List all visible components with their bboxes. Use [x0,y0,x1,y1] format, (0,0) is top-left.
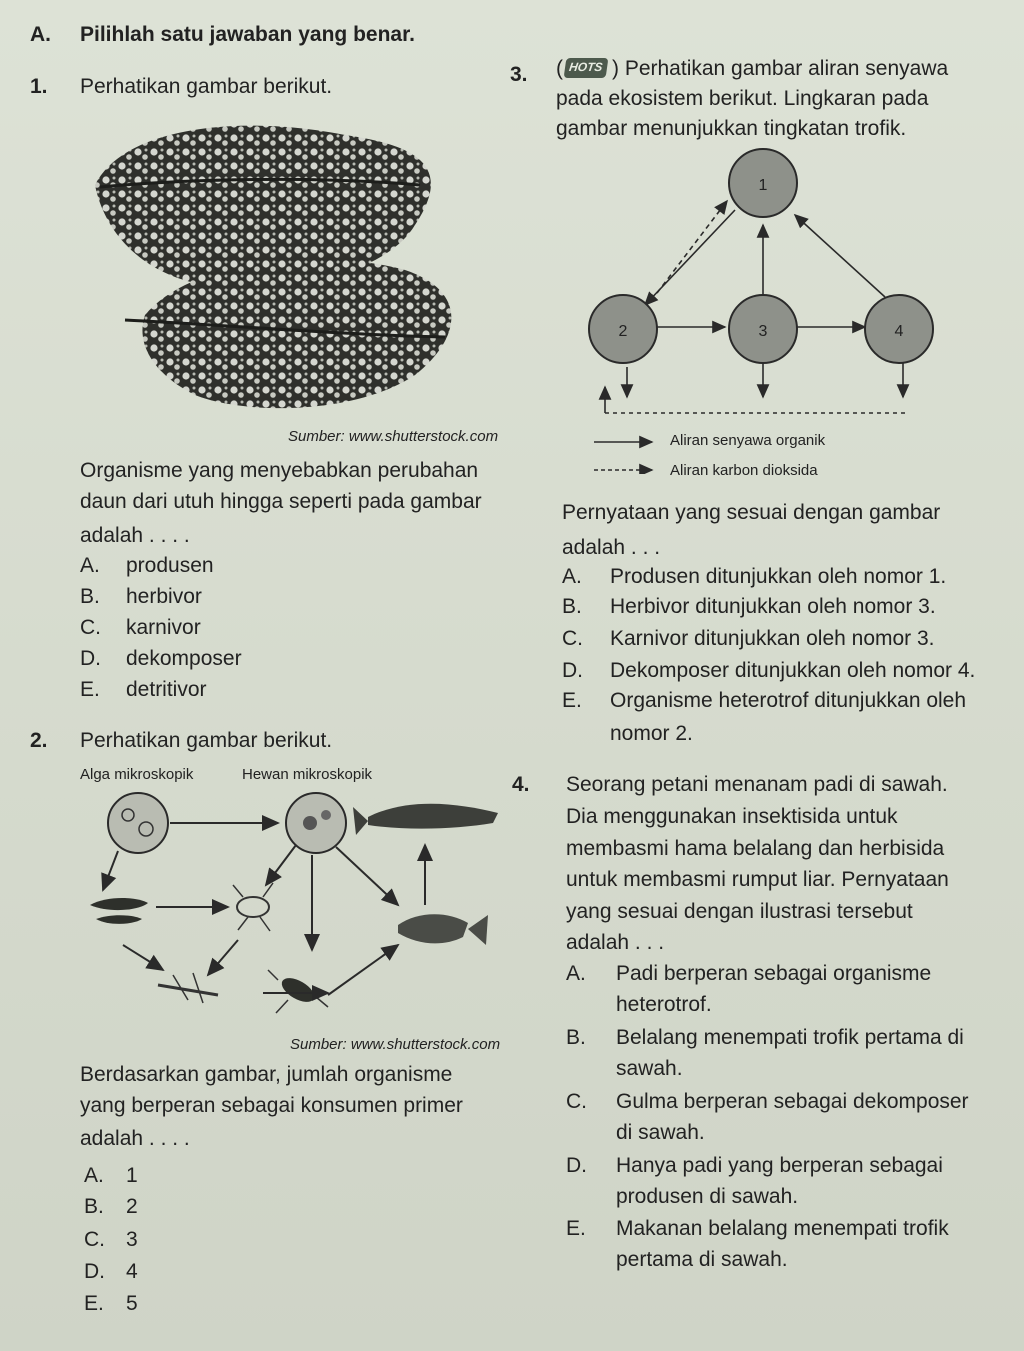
q4-option-b-letter: B. [566,1026,586,1049]
q3-question-line-1: Pernyataan yang sesuai dengan gambar [562,501,941,524]
q3-stem-line-1: ) Perhatikan gambar aliran senyawa [612,57,949,80]
q2-question-line-3: adalah . . . . [80,1127,190,1150]
q4-stem-line-6: adalah . . . [566,931,665,954]
hots-badge [564,58,609,78]
q4-number: 4. [512,773,530,796]
q1-option-e-letter: E. [80,678,100,701]
q2-option-b-letter: B. [84,1195,104,1218]
q3-option-a: Produsen ditunjukkan oleh nomor 1. [610,565,947,588]
water-plant [90,898,148,910]
q3-option-e-letter: E. [562,689,582,712]
q3-option-e-cont: nomor 2. [610,722,693,745]
q1-question-line-3: adalah . . . . [80,524,190,547]
water-flea [237,897,269,917]
q4-option-e-letter: E. [566,1217,586,1240]
q1-option-d: dekomposer [126,647,242,670]
q4-stem-line-5: yang sesuai dengan ilustrasi tersebut [566,900,913,923]
q3-option-e: Organisme heterotrof ditunjukkan oleh [610,689,967,712]
node-4-label: 4 [894,323,904,340]
label-algae: Alga mikroskopik [80,766,194,783]
node-3-label: 3 [758,323,768,340]
q2-stem: Perhatikan gambar berikut. [80,729,333,752]
q1-question-line-1: Organisme yang menyebabkan perubahan [80,459,479,482]
q2-question-line-1: Berdasarkan gambar, jumlah organisme [80,1063,453,1086]
q2-option-b: 2 [126,1195,138,1218]
algae-circle [108,793,168,853]
lower-leaf [125,259,451,408]
q2-option-c: 3 [126,1228,138,1251]
q4-option-b-cont: sawah. [616,1057,683,1080]
q3-option-d-letter: D. [562,659,583,682]
carp-fish [398,914,468,943]
q4-stem-line-4: untuk membasmi rumput liar. Pernyataan [566,868,949,891]
q3-option-c: Karnivor ditunjukkan oleh nomor 3. [610,627,935,650]
q2-source: Sumber: www.shutterstock.com [290,1036,501,1053]
q1-option-a-letter: A. [80,554,100,577]
q2-option-e-letter: E. [84,1292,104,1315]
q4-option-d-letter: D. [566,1154,587,1177]
q3-option-b: Herbivor ditunjukkan oleh nomor 3. [610,595,936,618]
q3-option-a-letter: A. [562,565,582,588]
q4-option-c-letter: C. [566,1090,587,1113]
q2-question-line-2: yang berperan sebagai konsumen primer [80,1094,463,1117]
trophic-flow-diagram [585,145,945,430]
q4-stem-line-2: Dia menggunakan insektisida untuk [566,805,898,828]
q3-stem-line-3: gambar menunjukkan tingkatan trofik. [556,117,907,140]
q1-source: Sumber: www.shutterstock.com [288,428,499,445]
q3-stem-line-2: pada ekosistem berikut. Lingkaran pada [556,87,929,110]
mosquito-larva [158,985,218,995]
food-web-diagram [78,785,518,1035]
pike-fish [368,804,498,829]
q2-option-a: 1 [126,1164,138,1187]
q4-stem-line-1: Seorang petani menanam padi di sawah. [566,773,948,796]
q2-option-e: 5 [126,1292,138,1315]
q1-number: 1. [30,75,48,98]
node-1-label: 1 [758,177,768,194]
q2-option-d: 4 [126,1260,138,1283]
q4-option-e: Makanan belalang menempati trofik [616,1217,949,1240]
q1-question-line-2: daun dari utuh hingga seperti pada gambar [80,490,482,513]
legend-co2: Aliran karbon dioksida [670,462,818,479]
q3-question-line-2: adalah . . . [562,536,661,559]
damaged-leaves-photo [85,105,485,425]
q1-stem: Perhatikan gambar berikut. [80,75,333,98]
instruction: Pilihlah satu jawaban yang benar. [80,23,415,46]
q1-option-b: herbivor [126,585,202,608]
section-letter: A. [30,23,51,46]
q4-option-d-cont: produsen di sawah. [616,1185,799,1208]
node-2-label: 2 [618,323,628,340]
q1-option-c-letter: C. [80,616,101,639]
q4-option-c: Gulma berperan sebagai dekomposer [616,1090,969,1113]
q2-option-a-letter: A. [84,1164,104,1187]
q3-open-paren: ( [556,57,563,80]
legend-arrows [592,434,662,474]
water-beetle [278,973,318,1007]
hots-badge-text: HOTS [568,60,604,74]
q4-option-e-cont: pertama di sawah. [616,1248,788,1271]
q2-number: 2. [30,729,48,752]
q4-option-a-cont: heterotrof. [616,993,712,1016]
q4-option-d: Hanya padi yang berperan sebagai [616,1154,943,1177]
q4-option-a-letter: A. [566,962,586,985]
q1-option-a: produsen [126,554,214,577]
label-microscopic-animal: Hewan mikroskopik [242,766,373,783]
legend-organic: Aliran senyawa organik [670,432,826,449]
q4-option-a: Padi berperan sebagai organisme [616,962,932,985]
q1-option-e: detritivor [126,678,207,701]
q2-option-d-letter: D. [84,1260,105,1283]
arrow-4-to-1 [795,215,885,297]
q4-option-b: Belalang menempati trofik pertama di [616,1026,964,1049]
q3-option-c-letter: C. [562,627,583,650]
q1-option-b-letter: B. [80,585,100,608]
q4-option-c-cont: di sawah. [616,1121,705,1144]
q3-option-d: Dekomposer ditunjukkan oleh nomor 4. [610,659,976,682]
q2-option-c-letter: C. [84,1228,105,1251]
co2-arrow-2-to-1 [657,201,727,293]
q1-option-c: karnivor [126,616,201,639]
q1-option-d-letter: D. [80,647,101,670]
q3-option-b-letter: B. [562,595,582,618]
q4-stem-line-3: membasmi hama belalang dan herbisida [566,837,945,860]
q3-number: 3. [510,63,528,86]
